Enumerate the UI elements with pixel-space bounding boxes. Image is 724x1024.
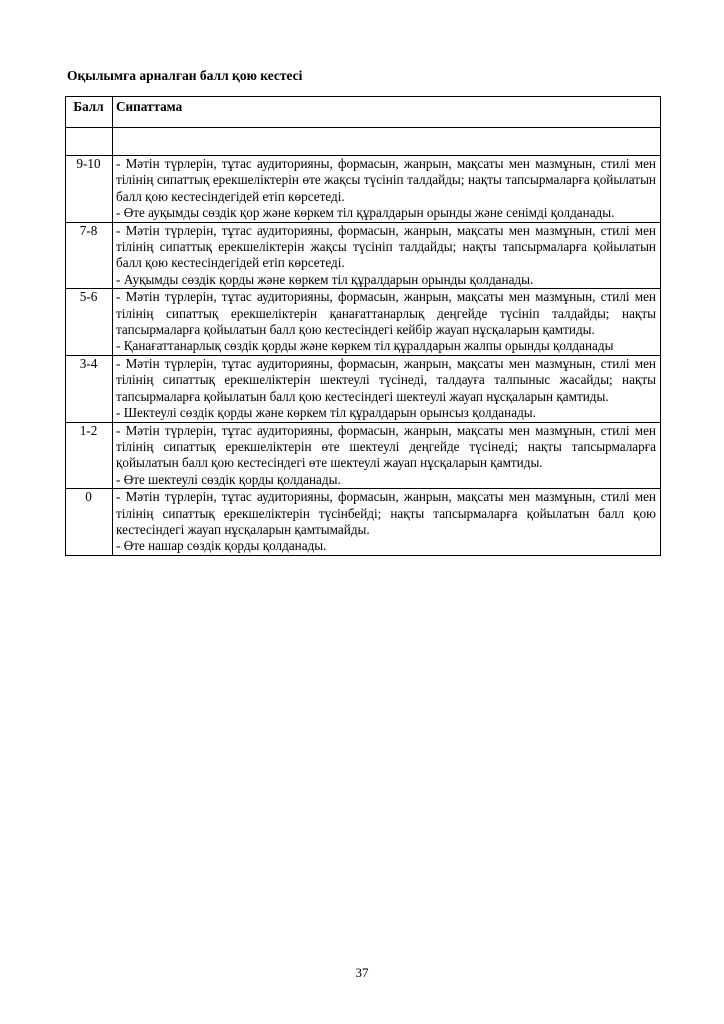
description-text: - Мәтін түрлерін, тұтас аудиторияны, формасын, жанрын, мақсаты мен мазмұнын, стилі мен тілінің сипаттық ерекшеліктерін жақсы түсініп талдайды; нақты тапсырмаларға қойылатын балл қою кестесіндегідей етіп көрсетеді.: [116, 222, 656, 271]
table-row: [66, 222, 661, 289]
description-cell: [113, 289, 661, 356]
description-text: - Мәтін түрлерін, тұтас аудиторияны, формасын, жанрын, мақсаты мен мазмұнын, стилі мен тілінің сипаттық ерекшеліктерін шектеулі түсінеді, талдауға талпыныс жасайды; нақты тапсырмаларға қойылатын балл қою кестесіндегі шектеулі жауап нұсқаларын қамтиды.: [116, 355, 656, 404]
table-header-row: [66, 97, 661, 128]
description-text: - Мәтін түрлерін, тұтас аудиторияны, формасын, жанрын, мақсаты мен мазмұнын, стилі мен тілінің сипаттық ерекшеліктерін өте жақсы түсініп талдайды; нақты тапсырмаларға қойылатын балл қою кестесіндегідей етіп көрсетеді.: [116, 156, 656, 204]
rubric-table: [65, 96, 661, 556]
table-row: [66, 422, 661, 489]
page-title: Оқылымға арналған балл қою кестесі: [67, 68, 303, 83]
table-row: [66, 355, 661, 422]
description-text: - Өте нашар сөздік қорды қолданады.: [116, 538, 327, 554]
score-cell: 7-8: [66, 222, 113, 289]
header-description: Сипаттама: [113, 97, 661, 128]
description-cell: [113, 156, 661, 223]
spacer-cell: [113, 128, 661, 156]
description-text: - Мәтін түрлерін, тұтас аудиторияны, формасын, жанрын, мақсаты мен мазмұнын, стилі мен тілінің сипаттық ерекшеліктерін түсінбейді; нақты тапсырмаларға қойылатын балл қою кестесіндегі жауап нұсқаларын қамтымайды.: [116, 489, 656, 537]
score-cell: 0: [66, 489, 113, 556]
table-spacer-row: [66, 128, 661, 156]
page-number: 37: [355, 965, 369, 980]
score-cell: 1-2: [66, 422, 113, 489]
description-cell: [113, 489, 661, 556]
spacer-cell: [66, 128, 113, 156]
score-cell: 5-6: [66, 289, 113, 356]
description-text: - Шектеулі сөздік қорды және көркем тіл құралдарын орынсыз қолданады.: [116, 405, 536, 421]
description-text: - Өте шектеулі сөздік қорды қолданады.: [116, 471, 341, 487]
table-row: [66, 156, 661, 223]
description-text: - Өте ауқымды сөздік қор және көркем тіл құралдарын орынды және сенімді қолданады.: [116, 205, 615, 221]
score-cell: 9-10: [66, 156, 113, 223]
description-text: - Қанағаттанарлық сөздік қорды және көркем тіл құралдарын жалпы орынды қолданады: [116, 338, 614, 354]
description-cell: [113, 422, 661, 489]
score-cell: 3-4: [66, 355, 113, 422]
description-cell: [113, 355, 661, 422]
description-text: - Ауқымды сөздік қорды және көркем тіл құралдарын орынды қолданады.: [116, 271, 534, 287]
table-row: [66, 289, 661, 356]
description-text: - Мәтін түрлерін, тұтас аудиторияны, формасын, жанрын, мақсаты мен мазмұнын, стилі мен тілінің сипаттық ерекшеліктерін қанағаттанарлық деңгейде түсініп талдайды; нақты тапсырмаларға қойылатын балл қою кестесіндегі кейбір жауап нұсқаларын қамтиды.: [116, 289, 656, 338]
table-row: [66, 489, 661, 556]
header-score: Балл: [66, 97, 113, 128]
description-text: - Мәтін түрлерін, тұтас аудиторияны, формасын, жанрын, мақсаты мен мазмұнын, стилі мен тілінің сипаттық ерекшеліктерін өте шектеулі деңгейде түсінеді; нақты тапсырмаларға қойылатын балл қою кестесіндегі өте шектеулі жауап нұсқаларын қамтиды.: [116, 422, 656, 471]
description-cell: [113, 222, 661, 289]
